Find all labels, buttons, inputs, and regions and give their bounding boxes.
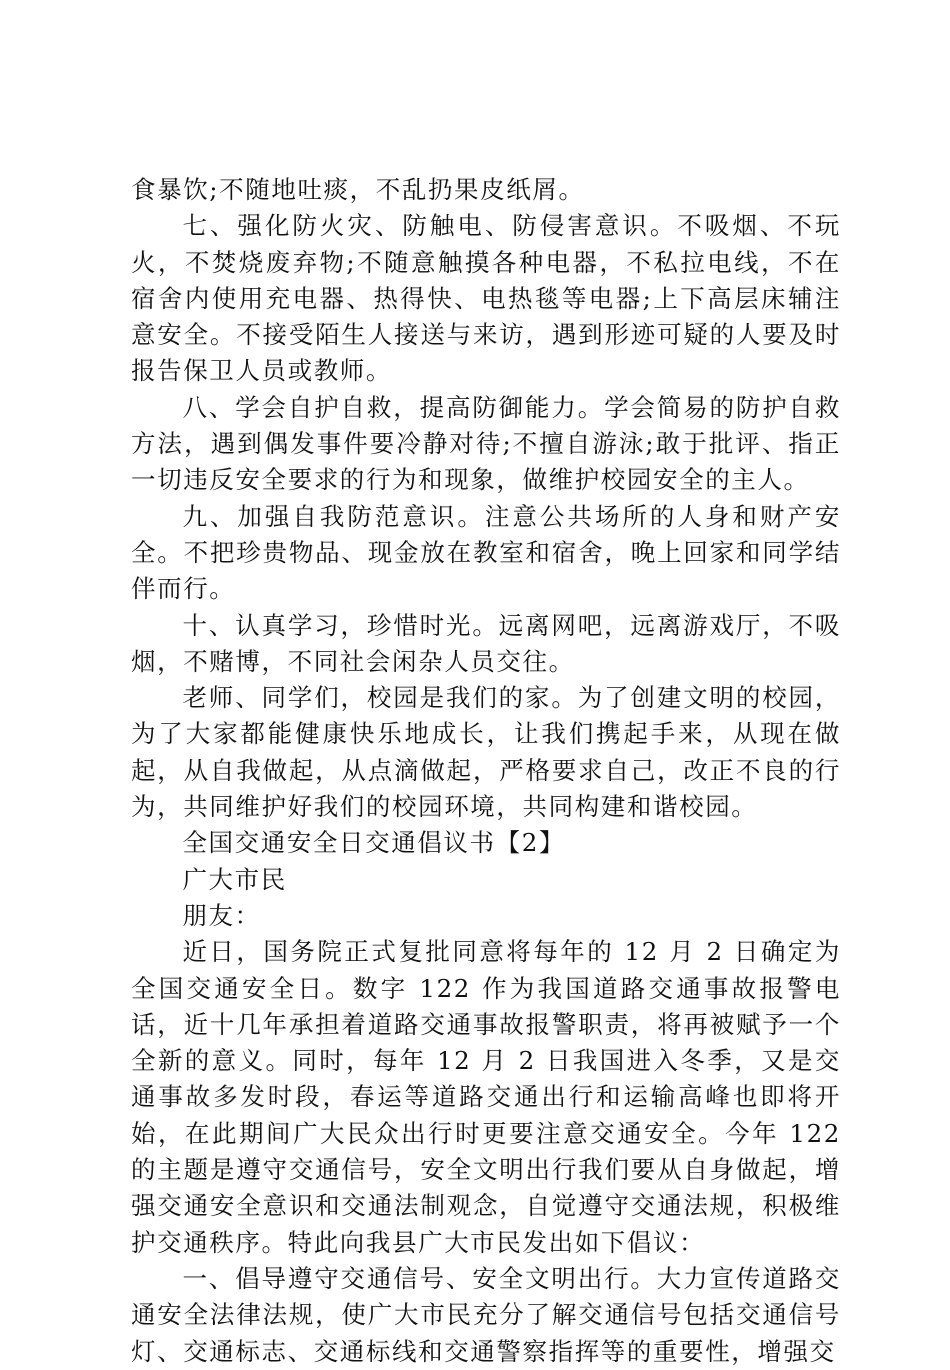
salutation-citizens: 广大市民 <box>182 864 287 894</box>
paragraph-traffic-day-intro: 近日，国务院正式复批同意将每年的 12 月 2 日确定为全国交通安全日。数字 122 作为我国道路交通事故报警电话，近十几年承担着道路交通事故报警职责，将再被赋予一个全新的意义。同时，每年 12 月 2 日我国进入冬季，又是交通事故多发时段，春运等道路交通出行和运输高峰也即将开始，在此期间广大民众出行时更要注意交通安全。今年 122 的主题是遵守交通信号，安全文明出行我们要从自身做起，增强交通安全意识和交通法制观念，自觉遵守交通法规，积极维护交通秩序。特此向我县广大市民发出如下倡议： <box>131 937 841 1257</box>
paragraph-item-7-fire-safety: 七、强化防火灾、防触电、防侵害意识。不吸烟、不玩火，不焚烧废弃物;不随意触摸各种电器，不私拉电线，不在宿舍内使用充电器、热得快、电热毯等电器;上下高层床辅注意安全。不接受陌生人接送与来访，遇到形迹可疑的人要及时报告保卫人员或教师。 <box>131 211 841 386</box>
document-body <box>131 172 841 1370</box>
paragraph-diet-habits: 食暴饮;不随地吐痰，不乱扔果皮纸屑。 <box>131 175 585 204</box>
salutation-friends: 朋友： <box>182 900 261 930</box>
section-title-traffic-proposal: 全国交通安全日交通倡议书【2】 <box>182 828 566 858</box>
paragraph-item-8-self-rescue: 八、学会自护自救，提高防御能力。学会简易的防护自救方法，遇到偶发事件要冷静对待;不擅自游泳;敢于批评、指正一切违反安全要求的行为和现象，做维护校园安全的主人。 <box>131 392 841 495</box>
paragraph-item-10-study: 十、认真学习，珍惜时光。远离网吧，远离游戏厅，不吸烟，不赌博，不同社会闲杂人员交往。 <box>131 610 841 676</box>
paragraph-item-9-self-protection: 九、加强自我防范意识。注意公共场所的人身和财产安全。不把珍贵物品、现金放在教室和宿舍，晚上回家和同学结伴而行。 <box>131 501 841 604</box>
paragraph-closing-appeal: 老师、同学们，校园是我们的家。为了创建文明的校园，为了大家都能健康快乐地成长，让我们携起手来，从现在做起，从自我做起，从点滴做起，严格要求自己，改正不良的行为，共同维护好我们的校园环境，共同构建和谐校园。 <box>131 683 841 822</box>
paragraph-proposal-1-signals: 一、倡导遵守交通信号、安全文明出行。大力宣传道路交通安全法律法规，使广大市民充分了解交通信号包括交通信号灯、交通标志、交通标线和交通警察指挥等的重要性，增强交 <box>131 1263 841 1366</box>
